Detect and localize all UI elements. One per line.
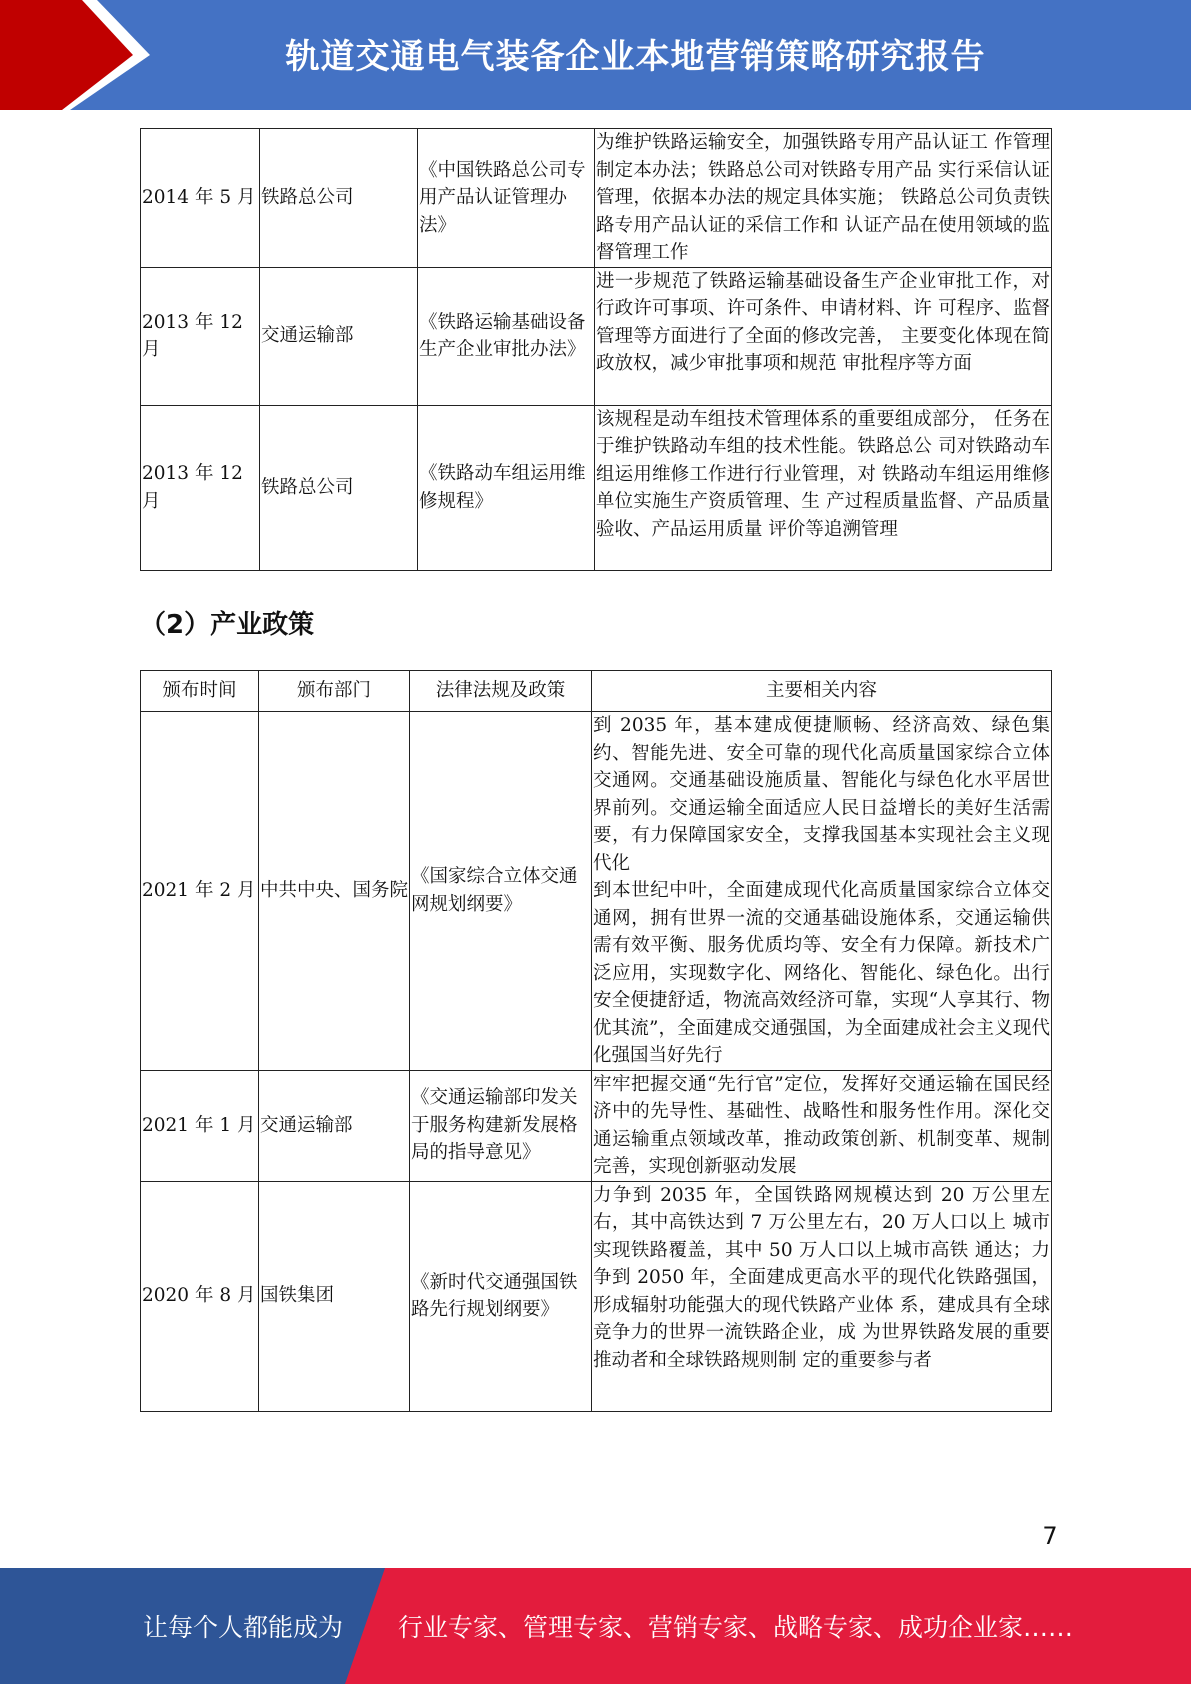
content-paragraph: 到本世纪中叶，全面建成现代化高质量国家综合立体交通网，拥有世界一流的交通基础设施体系，交通运输供需有效平衡、服务优质均等、安全有力保障。新技术广泛应用，实现数字化、网络化、智能化、绿色化。出行安全便捷舒适，物流高效经济可靠，实现“人享其行、物优其流”，全面建成交通强国，为全面建成社会主义现代化强国当好先行 — [593, 880, 1050, 1066]
table-header-row — [141, 671, 1052, 712]
issuing-department: 交通运输部 — [259, 1070, 410, 1181]
column-header-content: 主要相关内容 — [592, 671, 1052, 712]
content-paragraph: 到 2035 年，基本建成便捷顺畅、经济高效、绿色集约、智能先进、安全可靠的现代化高质量国家综合立体交通网。交通基础设施质量、智能化与绿色化水平居世界前列。交通运输全面适应人民日益增长的美好生活需要，有力保障国家安全，支撑我国基本实现社会主义现代化 — [593, 715, 1050, 874]
table-row — [141, 1181, 1052, 1411]
issue-date: 2020 年 8 月 — [141, 1181, 259, 1411]
column-header-policy: 法律法规及政策 — [410, 671, 592, 712]
column-header-date: 颁布时间 — [141, 671, 259, 712]
policy-name: 《铁路运输基础设备生产企业审批办法》 — [418, 267, 595, 405]
report-title: 轨道交通电气装备企业本地营销策略研究报告 — [285, 36, 986, 77]
section-heading-industry-policy: （2）产业政策 — [140, 610, 315, 640]
policy-content: 该规程是动车组技术管理体系的重要组成部分， 任务在于维护铁路动车组的技术性能。铁路总公 司对铁路动车组运用维修工作进行行业管理，对 铁路动车组运用维修单位实施生产资质管理、生 产过程质量监督、产品质量验收、产品运用质量 评价等追溯管理 — [595, 405, 1052, 570]
issuing-department: 铁路总公司 — [260, 405, 418, 570]
policy-content: 进一步规范了铁路运输基础设备生产企业审批工作，对行政许可事项、许可条件、申请材料、许 可程序、监督管理等方面进行了全面的修改完善， 主要变化体现在简政放权，减少审批事项和规范 审批程序等方面 — [595, 267, 1052, 405]
policy-name: 《中国铁路总公司专用产品认证管理办法》 — [418, 129, 595, 268]
policy-content: 为维护铁路运输安全，加强铁路专用产品认证工 作管理制定本办法；铁路总公司对铁路专用产品 实行采信认证管理，依据本办法的规定具体实施； 铁路总公司负责铁路专用产品认证的采信工作和 认证产品在使用领域的监督管理工作 — [595, 129, 1052, 268]
column-header-department: 颁布部门 — [259, 671, 410, 712]
issuing-department: 铁路总公司 — [260, 129, 418, 268]
issue-date: 2013 年 12 月 — [141, 405, 260, 570]
table-row — [141, 405, 1052, 570]
issue-date: 2021 年 2 月 — [141, 712, 259, 1071]
issuing-department: 国铁集团 — [259, 1181, 410, 1411]
issuing-department: 中共中央、国务院 — [259, 712, 410, 1071]
issue-date: 2014 年 5 月 — [141, 129, 260, 268]
table-row — [141, 1070, 1052, 1181]
policy-name: 《铁路动车组运用维修规程》 — [418, 405, 595, 570]
page-header — [0, 0, 1191, 110]
regulation-table-continued — [140, 128, 1052, 571]
policy-name: 《新时代交通强国铁路先行规划纲要》 — [410, 1181, 592, 1411]
table-row — [141, 712, 1052, 1071]
page-footer — [0, 1568, 1191, 1684]
policy-content — [592, 712, 1052, 1071]
policy-content: 力争到 2035 年，全国铁路网规模达到 20 万公里左右，其中高铁达到 7 万公里左右，20 万人口以上 城市实现铁路覆盖，其中 50 万人口以上城市高铁 通达；力争到 2050 年，全面建成更高水平的现代化铁路强国，形成辐射功能强大的现代铁路产业体 系，建成具有全球竞争力的世界一流铁路企业，成 为世界铁路发展的重要推动者和全球铁路规则制 定的重要参与者 — [592, 1181, 1052, 1411]
policy-name: 《国家综合立体交通网规划纲要》 — [410, 712, 592, 1071]
table-row — [141, 267, 1052, 405]
table-row — [141, 129, 1052, 268]
policy-content: 牢牢把握交通“先行官”定位，发挥好交通运输在国民经济中的先导性、基础性、战略性和服务性作用。深化交通运输重点领域改革，推动政策创新、机制变革、规制完善，实现创新驱动发展 — [592, 1070, 1052, 1181]
issue-date: 2021 年 1 月 — [141, 1070, 259, 1181]
page-number: 7 — [1042, 1522, 1058, 1550]
issuing-department: 交通运输部 — [260, 267, 418, 405]
policy-name: 《交通运输部印发关于服务构建新发展格局的指导意见》 — [410, 1070, 592, 1181]
footer-slogan-right: 行业专家、管理专家、营销专家、战略专家、成功企业家…… — [398, 1613, 1074, 1642]
issue-date: 2013 年 12 月 — [141, 267, 260, 405]
footer-slogan-left: 让每个人都能成为 — [143, 1613, 344, 1642]
industry-policy-table — [140, 670, 1052, 1412]
header-red-chevron-decoration — [0, 0, 150, 110]
